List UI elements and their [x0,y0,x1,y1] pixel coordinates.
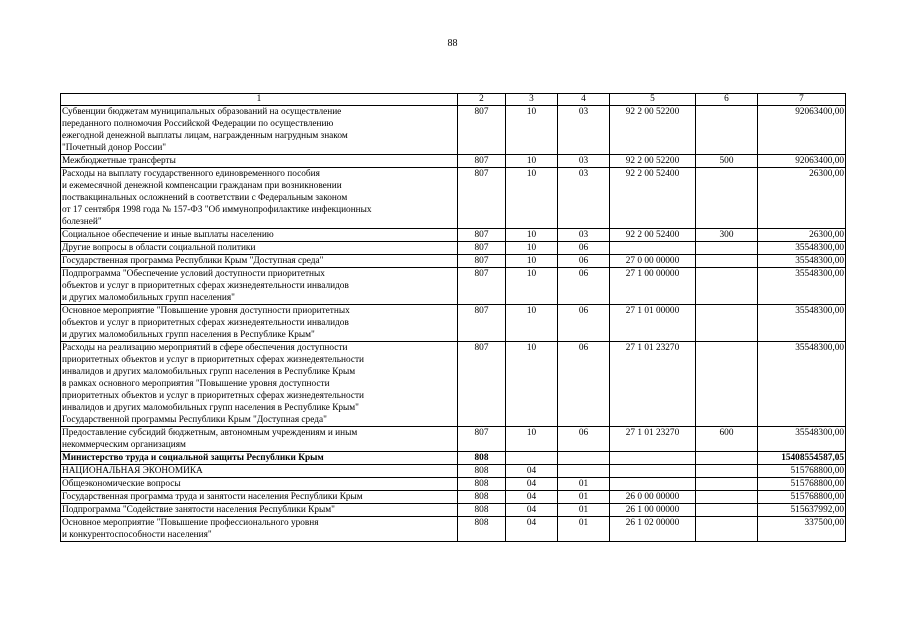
code-target-article: 27 1 01 23270 [610,427,696,452]
code-subsection: 03 [558,168,610,229]
code-expense-type [696,305,758,342]
code-section: 10 [506,242,558,255]
table-row [61,268,846,305]
column-header: 3 [506,94,558,106]
code-subsection: 06 [558,427,610,452]
code-expense-type [696,491,758,504]
code-section: 10 [506,268,558,305]
code-subsection: 06 [558,242,610,255]
code-target-article: 92 2 00 52400 [610,168,696,229]
table-row [61,305,846,342]
row-name: Основное мероприятие "Повышение уровня доступности приоритетных объектов и услуг в приоритетных сферах жизнедеятельности инвалидов и других маломобильных групп населения в Республике Крым" [61,305,458,342]
code-expense-type [696,268,758,305]
code-admin: 807 [458,255,506,268]
row-amount: 515768800,00 [758,478,846,491]
code-section: 10 [506,342,558,427]
code-subsection: 06 [558,342,610,427]
code-expense-type [696,106,758,155]
code-target-article: 26 1 00 00000 [610,504,696,517]
code-admin: 807 [458,106,506,155]
code-subsection: 06 [558,255,610,268]
header-row [61,94,846,106]
table-row [61,491,846,504]
code-subsection: 03 [558,229,610,242]
code-expense-type [696,517,758,542]
code-admin: 807 [458,155,506,168]
code-target-article: 92 2 00 52200 [610,106,696,155]
row-amount: 35548300,00 [758,255,846,268]
code-target-article: 27 0 00 00000 [610,255,696,268]
column-header: 4 [558,94,610,106]
code-subsection: 06 [558,268,610,305]
row-amount: 515768800,00 [758,491,846,504]
code-admin: 807 [458,229,506,242]
row-amount: 35548300,00 [758,305,846,342]
code-section: 10 [506,229,558,242]
table-row [61,427,846,452]
code-expense-type [696,465,758,478]
row-name: Подпрограмма "Содействие занятости населения Республики Крым" [61,504,458,517]
row-name: Государственная программа Республики Крым "Доступная среда" [61,255,458,268]
row-name: Министерство труда и социальной защиты Республики Крым [61,452,458,465]
table-row [61,168,846,229]
code-admin: 808 [458,478,506,491]
code-target-article: 26 1 02 00000 [610,517,696,542]
code-subsection: 01 [558,517,610,542]
row-amount: 26300,00 [758,168,846,229]
code-subsection: 03 [558,155,610,168]
code-expense-type: 600 [696,427,758,452]
row-amount: 35548300,00 [758,242,846,255]
row-amount: 26300,00 [758,229,846,242]
code-expense-type [696,342,758,427]
code-admin: 807 [458,168,506,229]
code-target-article: 26 0 00 00000 [610,491,696,504]
table-row [61,106,846,155]
code-target-article: 92 2 00 52400 [610,229,696,242]
code-section [506,452,558,465]
row-name: Основное мероприятие "Повышение профессионального уровня и конкурентоспособности населения" [61,517,458,542]
table-row [61,478,846,491]
table-row [61,452,846,465]
row-name: Субвенции бюджетам муниципальных образований на осуществление переданного полномочия Российской Федерации по осуществлению ежегодной денежной выплаты лицам, награжденным нагрудным знаком "Почетный донор России" [61,106,458,155]
code-admin: 807 [458,427,506,452]
code-target-article [610,452,696,465]
code-admin: 808 [458,491,506,504]
code-subsection [558,452,610,465]
code-admin: 808 [458,465,506,478]
row-amount: 92063400,00 [758,106,846,155]
code-section: 04 [506,491,558,504]
column-header: 6 [696,94,758,106]
code-target-article: 92 2 00 52200 [610,155,696,168]
code-target-article [610,242,696,255]
code-admin: 807 [458,268,506,305]
code-subsection [558,465,610,478]
row-name: Предоставление субсидий бюджетным, автономным учреждениям и иным некоммерческим организациям [61,427,458,452]
table-row [61,504,846,517]
code-subsection: 03 [558,106,610,155]
row-amount: 15408554587,05 [758,452,846,465]
row-amount: 515768800,00 [758,465,846,478]
code-admin: 807 [458,305,506,342]
code-target-article: 27 1 01 00000 [610,305,696,342]
row-name: Межбюджетные трансферты [61,155,458,168]
code-section: 10 [506,155,558,168]
table-row [61,155,846,168]
row-amount: 35548300,00 [758,342,846,427]
row-amount: 515637992,00 [758,504,846,517]
column-header: 2 [458,94,506,106]
row-amount: 92063400,00 [758,155,846,168]
table-row [61,342,846,427]
code-subsection: 01 [558,491,610,504]
code-admin: 808 [458,452,506,465]
table-row [61,229,846,242]
row-amount: 337500,00 [758,517,846,542]
code-target-article: 27 1 00 00000 [610,268,696,305]
row-name: Расходы на выплату государственного единовременного пособия и ежемесячной денежной компенсации гражданам при возникновении поствакцинальных осложнений в соответствии с Федеральным законом от 17 сентября 1998 года № 157-ФЗ "Об иммунопрофилактике инфекционных болезней" [61,168,458,229]
table-row [61,465,846,478]
column-header: 1 [61,94,458,106]
row-name: Общеэкономические вопросы [61,478,458,491]
code-subsection: 06 [558,305,610,342]
code-expense-type [696,242,758,255]
code-subsection: 01 [558,478,610,491]
code-expense-type [696,255,758,268]
code-section: 10 [506,106,558,155]
code-expense-type [696,504,758,517]
code-section: 04 [506,465,558,478]
code-expense-type [696,168,758,229]
table-row [61,517,846,542]
column-header: 5 [610,94,696,106]
row-amount: 35548300,00 [758,427,846,452]
code-expense-type: 500 [696,155,758,168]
code-target-article [610,465,696,478]
row-name: Другие вопросы в области социальной политики [61,242,458,255]
page-number: 88 [447,38,458,49]
column-header: 7 [758,94,846,106]
budget-table [60,93,846,542]
table-row [61,242,846,255]
code-section: 10 [506,255,558,268]
code-admin: 807 [458,342,506,427]
code-admin: 807 [458,242,506,255]
row-name: Расходы на реализацию мероприятий в сфере обеспечения доступности приоритетных объектов и услуг в приоритетных сферах жизнедеятельности инвалидов и других маломобильных групп населения в Республике Крым в рамках основного мероприятия "Повышение уровня доступности приоритетных объектов и услуг в приоритетных сферах жизнедеятельности инвалидов и других маломобильных групп населения в Республике Крым" Государственной программы Республики Крым "Доступная среда" [61,342,458,427]
code-section: 10 [506,427,558,452]
code-target-article [610,478,696,491]
code-admin: 808 [458,504,506,517]
code-section: 10 [506,305,558,342]
code-section: 04 [506,504,558,517]
row-amount: 35548300,00 [758,268,846,305]
code-section: 10 [506,168,558,229]
code-expense-type [696,478,758,491]
code-expense-type [696,452,758,465]
row-name: Подпрограмма "Обеспечение условий доступности приоритетных объектов и услуг в приоритетных сферах жизнедеятельности инвалидов и других маломобильных групп населения" [61,268,458,305]
row-name: Социальное обеспечение и иные выплаты населению [61,229,458,242]
code-subsection: 01 [558,504,610,517]
code-admin: 808 [458,517,506,542]
row-name: Государственная программа труда и занятости населения Республики Крым [61,491,458,504]
code-expense-type: 300 [696,229,758,242]
code-section: 04 [506,517,558,542]
table-row [61,255,846,268]
code-section: 04 [506,478,558,491]
row-name: НАЦИОНАЛЬНАЯ ЭКОНОМИКА [61,465,458,478]
code-target-article: 27 1 01 23270 [610,342,696,427]
